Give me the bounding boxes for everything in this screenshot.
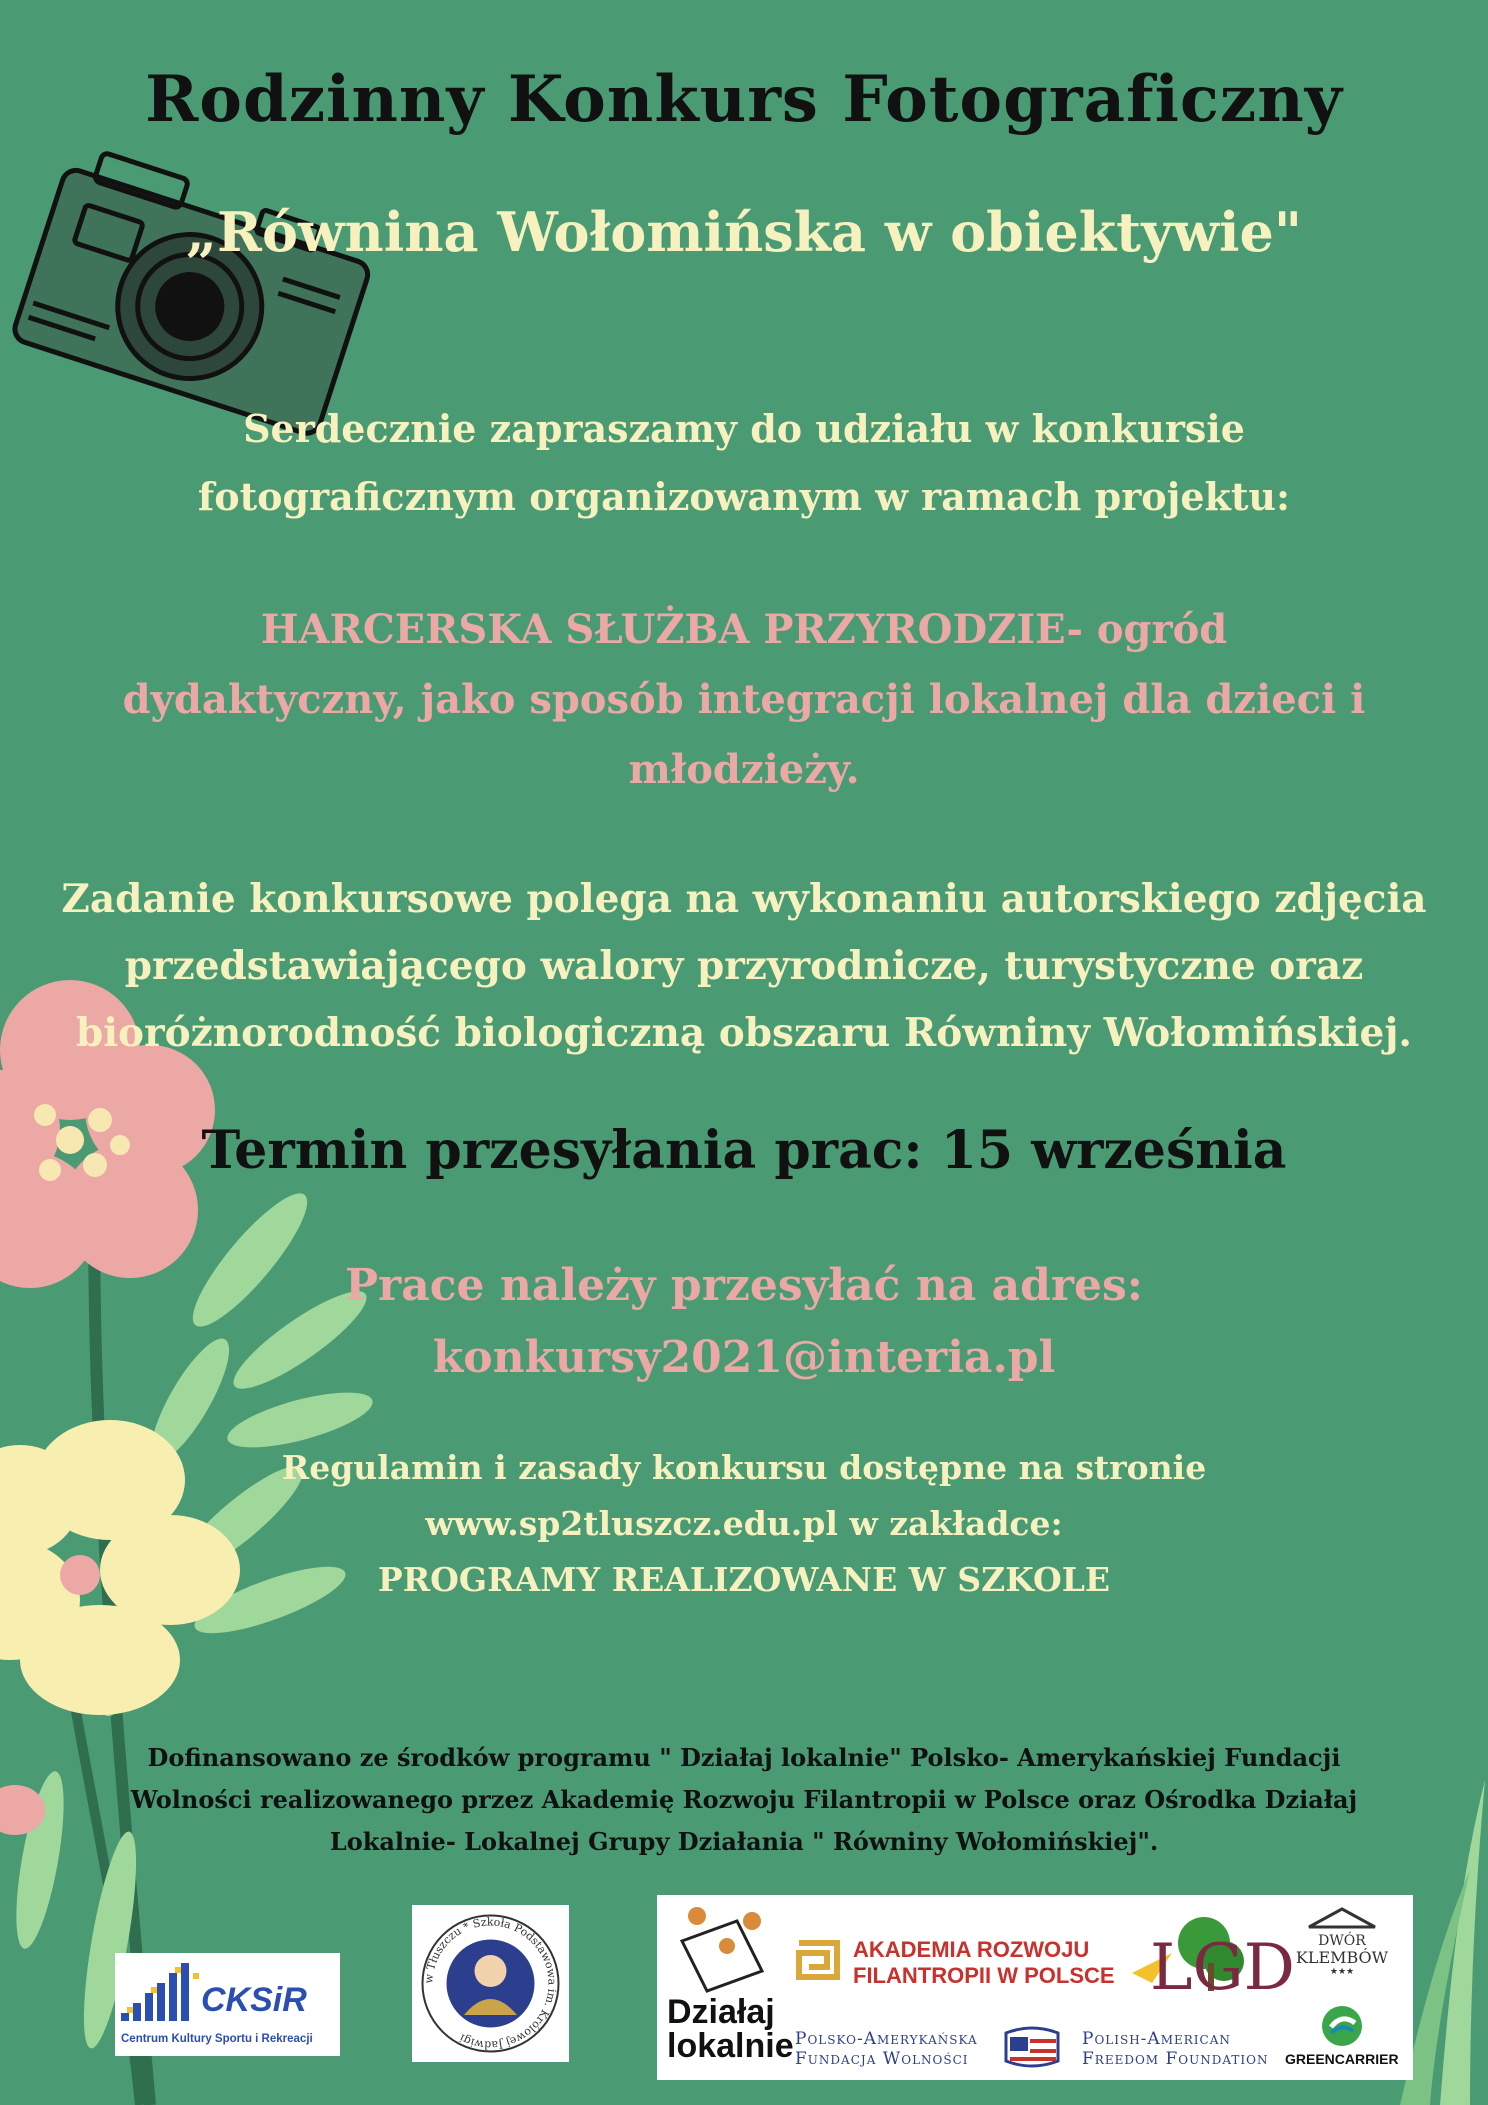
dzialaj-line: Działaj: [667, 1993, 775, 2031]
task-line: Zadanie konkursowe polega na wykonaniu autorskiego zdjęcia: [61, 876, 1427, 922]
funding-note: [0, 1737, 1488, 1863]
website-link[interactable]: www.sp2tluszcz.edu.pl w zakładce:: [425, 1504, 1063, 1543]
cksir-logo[interactable]: [115, 1953, 340, 2056]
invitation-text: [0, 395, 1488, 531]
paff-line: Polish-American: [1082, 2029, 1231, 2049]
flag-icon: [1002, 2023, 1062, 2071]
dwor-line: DWÓR: [1318, 1933, 1366, 1949]
funding-line: Dofinansowano ze środków programu " Działaj lokalnie" Polsko- Amerykańskiej Fundacji: [147, 1743, 1341, 1772]
project-line: dydaktyczny, jako sposób integracji lokalnej dla dzieci i: [122, 676, 1366, 723]
dwor-klembow-logo: [1292, 1907, 1392, 1977]
akademia-line: FILANTROPII W POLSCE: [853, 1963, 1115, 1988]
school-logo[interactable]: [412, 1905, 569, 2062]
submission-label: Prace należy przesyłać na adres:: [344, 1260, 1144, 1311]
bars-icon: [121, 1963, 211, 2033]
paff-logo-text: [1082, 2029, 1268, 2069]
pafw-line: Fundacja Wolności: [795, 2049, 969, 2069]
sponsors-logo-panel: [657, 1895, 1413, 2080]
greencarrier-name: GREENCARRIER: [1285, 2051, 1399, 2067]
manor-icon: [1307, 1907, 1377, 1929]
project-line: [0, 595, 1488, 665]
project-description: [0, 595, 1488, 805]
akademia-logo-text: [853, 1937, 1115, 1989]
submission-info: [0, 1250, 1488, 1394]
page-title: Rodzinny Konkurs Fotograficzny: [145, 62, 1343, 137]
invitation-line: Serdecznie zapraszamy do udziału w konkursie: [243, 406, 1245, 451]
cksir-caption: Centrum Kultury Sportu i Rekreacji: [121, 2033, 313, 2045]
greencarrier-icon: [1317, 2003, 1367, 2049]
school-emblem-icon: [412, 1905, 569, 2062]
rules-tab-name: PROGRAMY REALIZOWANE W SZKOLE: [377, 1560, 1111, 1599]
dwor-line: KLEMBÓW: [1295, 1948, 1389, 1967]
project-line-rest: - ogród: [1066, 606, 1228, 653]
invitation-line: fotograficznym organizowanym w ramach projektu:: [197, 474, 1291, 519]
paff-line: Freedom Foundation: [1082, 2049, 1269, 2069]
dzialaj-line: lokalnie: [667, 2027, 794, 2065]
project-line: młodzieży.: [628, 746, 860, 793]
rules-info: [0, 1440, 1488, 1608]
lgd-logo-icon: [1112, 1903, 1295, 2005]
dzialaj-logo-text: [667, 1995, 794, 2063]
project-name: HARCERSKA SŁUŻBA PRZYRODZIE: [260, 606, 1067, 653]
funding-line: Lokalnie- Lokalnej Grupy Działania " Równiny Wołomińskiej".: [329, 1827, 1159, 1856]
school-ring-text: w Tłuszczu * Szkoła Podstawowa im. Królowej Jadwigi: [422, 1915, 559, 2052]
dwor-stars: ★★★: [1329, 1967, 1355, 1977]
dzialaj-flowers-icon: [667, 1901, 777, 1991]
deadline-text: Termin przesyłania prac: 15 września: [201, 1120, 1287, 1181]
task-line: bioróżnorodność biologiczną obszaru Równiny Wołomińskiej.: [75, 1010, 1413, 1056]
task-line: przedstawiającego walory przyrodnicze, turystyczne oraz: [124, 943, 1364, 989]
funding-line: Wolności realizowanego przez Akademię Rozwoju Filantropii w Polsce oraz Ośrodka Działaj: [130, 1785, 1358, 1814]
lgd-letters: LGD: [1150, 1931, 1295, 2005]
email-link[interactable]: konkursy2021@interia.pl: [432, 1332, 1056, 1383]
rules-line: Regulamin i zasady konkursu dostępne na stronie: [281, 1448, 1207, 1487]
task-description: [0, 866, 1488, 1067]
akademia-line: AKADEMIA ROZWOJU: [853, 1937, 1090, 1962]
cksir-name: CKSiR: [201, 1981, 307, 2019]
akademia-icon: [795, 1939, 841, 1981]
pafw-line: Polsko-Amerykańska: [795, 2029, 978, 2049]
page-subtitle: „Równina Wołomińska w obiektywie": [186, 200, 1302, 264]
pafw-logo-text: [795, 2029, 978, 2069]
